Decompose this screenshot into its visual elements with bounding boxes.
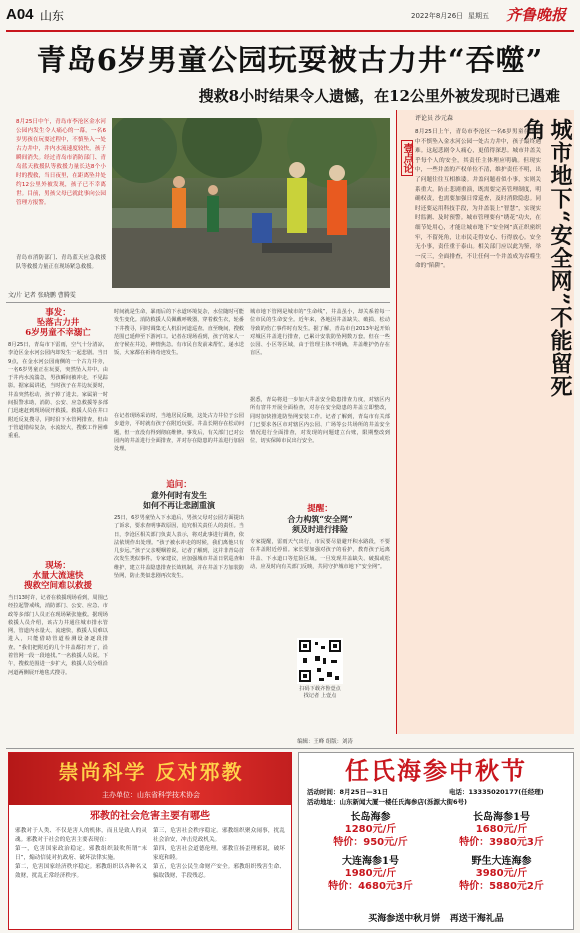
ad-sea-cucumber (298, 752, 574, 930)
banner-sponsor: 主办单位：山东省科学技术协会 (102, 791, 200, 799)
photo-caption: 青岛市消防部门、青岛蓝天应急救援队等救援力量正在现场紧急救援。 (16, 255, 106, 270)
byline-rule (6, 302, 390, 303)
ad-anti-cult (8, 752, 292, 930)
col3-paragraph-1: 城市地下管网是城市的“生命线”，井盖虽小，却关系着每一位市民的生命安全。近年来，各地因井盖缺失、破损、松动导致的伤亡事件时有发生。据了解，青岛市自2013年起开始对城区井盖进行排查，已累计安装防坠网数万套。但在一些公园、小区等区域，由于管理主体不明确，井盖维护仍存在盲区。 (250, 309, 390, 357)
section-name: 山东 (40, 9, 65, 23)
product-price: 3980元/斤 (475, 868, 528, 879)
page-header (6, 4, 574, 28)
col3-paragraph-3: 专家提醒，雷雨天气出行，市民要尽量避开积水路段，不要在井盖附近停留。家长要加强对孩子的看护，教育孩子远离井盖、下水道口等危险区域。一旦发现井盖缺失、破损或松动，应及时向有关部门反映，共同守护城市地下“安全网”。 (250, 539, 390, 570)
page-code: A04 (6, 6, 34, 23)
qr-code-icon[interactable] (297, 638, 343, 684)
ad-title: 任氏海参中秋节 (345, 756, 527, 785)
banner-title: 崇尚科学 反对邪教 (58, 760, 244, 784)
issue-weekday: 星期五 (468, 12, 489, 20)
byline: 文/片 记者 张晓鹏 曹腾雯 (8, 292, 76, 299)
ad-phone: 电话：13335020177(任经理) (449, 788, 544, 796)
commentary-author: 评论员 沙元森 (415, 115, 453, 122)
product-special: 特价：4680元3斤 (328, 881, 413, 892)
qr-caption: 扫码下载齐鲁壹点 找记者 上壹点 (299, 686, 341, 699)
editor-credits: 编辑：王峰 组版：刘涛 (297, 739, 353, 745)
section-heading-scene: 水量大流速快 搜救空间难以救援 (23, 571, 92, 591)
product-item (305, 811, 436, 849)
commentary-text: 8月25日上午，青岛市李沧区一名6岁男童在玩耍中不慎坠入金水河公园一处古力井中，孩子最终遇难。这起悲剧令人痛心，更值得深思。城市井盖关乎每个人的安全，其责任主体理应明确。但现实中，一些井盖的产权单位不清，维护责任不明，出了问题往往互相推诿。井盖问题看似小事，实则关系重大。防止悲剧重演，既需要完善管理制度，明确权责，也需要加强日常巡查，及时消除隐患。同时还要运用科技手段，为井盖装上“智慧”，实现实时监测、及时预警。城市管理要有“绣花”功夫，在细节处用心，才能让城市地下“安全网”真正织密织牢，不留死角，让市民走得安心、行得放心。安全无小事，责任重于泰山。相关部门应以此为鉴，举一反三，全面排查，不让任何一个井盖成为吞噬生命的“陷阱”。 (415, 129, 541, 270)
newspaper-logo: 齐鲁晚报 (506, 6, 567, 24)
headline-subtitle: 搜救8小时结果令人遗憾，在12公里外被发现时已遇难 (198, 87, 560, 105)
product-special: 特价：950元/斤 (333, 837, 408, 848)
headline-title: 青岛6岁男童公园玩耍被古力井“吞噬” (36, 43, 544, 77)
col1-paragraph-1: 8月25日，青岛市下雷雨，空气十分清凉，李沧区金水河公园内却发生一起悲剧。当日9点，在金水河公园南侧的一个古力井旁，一名6岁男童正在玩耍，突然坠入井中。由于井内水流湍急，男孩瞬间被冲走，不见踪影。据家属讲述，当时孩子在井边玩耍时，井盖突然松动，孩子掉了进去。家属第一时间报警求助，消防、公安、应急救援等多部门迅速赶到现场展开救援。救援人员在井口附近反复搜寻，同时沿下水管网排查，但由于管道错综复杂，水流较大，搜救工作困难重重。 (8, 342, 108, 440)
product-name: 长岛海参1号 (473, 812, 530, 823)
product-name: 大连海参1号 (342, 856, 399, 867)
section-kicker-question: 追问： (166, 480, 192, 490)
col1-paragraph-2: 当日13时许，记者在救援现场看到，周围已经拉起警戒线，消防部门、公安、应急、市政等多部门人员正在现场紧张施救。据现场救援人员介绍，该古力井通往城市排水管网，管道内水量大、流速快，救援人员难以进入，只能借助管道检测设备逐段排查。“我们把附近的几个井盖都打开了，沿着管网一段一段地找。”一名救援人员说。下午，搜救范围进一步扩大，救援人员分组沿河道两侧展开地毯式搜寻。 (8, 595, 108, 676)
product-special: 特价：3980元3斤 (459, 837, 544, 848)
section-kicker-scene: 现场： (45, 561, 71, 571)
lead-text: 8月25日中午，青岛市李沧区金水河公园内发生令人痛心的一幕，一名6岁男孩在玩耍过程中，不慎坠入一处古力井中，井内水流速度较快，孩子瞬间消失。经过青岛市消防部门、青岛蓝天救援队等救援力量长达8个小时的搜救，当日夜里，在距离坠井处约12公里外被发现，孩子已不幸离世。目前，男孩父母已就此事向公园管理方报警。 (16, 119, 106, 206)
section-kicker-incident: 事发： (45, 308, 71, 318)
qr-block[interactable] (250, 638, 390, 700)
anti-cult-column-a: 邪教对于人类、不仅是害人的机体，而且是致人的灵魂。邪教对于社会的危害主要表现在： 第一，危害国家政治稳定。邪教组织鼓吹所谓“末日”，煽动信徒对抗政府、破坏法律实施。 第二，危害国家经济秩序稳定。邪教组织以各种名义敛财，扰乱正常经济秩序。 (15, 828, 147, 879)
anti-cult-banner (9, 753, 291, 805)
article-column-3 (250, 308, 390, 734)
product-item (436, 855, 567, 893)
product-item (305, 855, 436, 893)
product-price: 1980元/斤 (344, 868, 397, 879)
product-item (436, 811, 567, 849)
product-special: 特价：5880元2斤 (459, 881, 544, 892)
commentary-side-label: 壹点论 (401, 140, 413, 176)
ad-footer: 买海参送中秋月饼 再送干海礼品 (368, 914, 504, 924)
col2-paragraph-2: 在记者现场采访时，当地居民反映，这处古力井位于公园步道旁，平时就有孩子在附近玩耍。井盖长期存在松动问题，但一直没有得到彻底维修。事发后，有关部门已对公园内的井盖进行全面排查，并对存在隐患的井盖进行加固处理。 (114, 413, 244, 453)
anti-cult-column-b: 第三，危害社会秩序稳定。邪教组织聚众闹事，扰乱社会治安，冲击党政机关。 第四，危害社会道德伦理。邪教宣扬歪理邪说，破坏家庭和睦。 第五，危害公民生命财产安全。邪教组织残害生命、骗取钱财，手段残忍。 (153, 828, 285, 879)
product-price: 1680元/斤 (475, 824, 528, 835)
ads-divider (6, 748, 574, 749)
commentary-panel (396, 110, 574, 734)
rescue-photo (112, 118, 390, 288)
section-kicker-reminder: 提醒： (307, 504, 333, 514)
col2-paragraph-3: 25日，6岁男童坠入下水道后，男孩父母对公园方面提出了诉求，要求查明事故原因，追究相关责任人的责任。当日，李沧区相关部门负责人表示，将对此事进行调查，依法依规作出处理。“孩子被水冲走的时候，我们离他只有几步远。”孩子父亲哽咽着说。记者了解到，这并非青岛首次发生类似事件。专家建议，应加强城市井盖日常巡查和维护，建立井盖隐患排查长效机制，并在井盖下方加装防坠网，防止类似悲剧再次发生。 (114, 515, 244, 580)
section-heading-question: 意外何时有发生 如何不再让悲剧重演 (143, 490, 215, 510)
article-column-1 (8, 308, 108, 734)
section-heading-reminder: 合力构筑“安全网” 须及时进行排险 (287, 514, 353, 534)
product-name: 长岛海参 (350, 812, 391, 823)
article-column-2 (114, 308, 244, 734)
product-grid (299, 807, 573, 893)
commentary-title: 城市地下“安全网”不能留死角 (520, 118, 573, 399)
ad-event-time: 活动时间：8月25日—31日 (307, 788, 389, 796)
lead-box (16, 118, 106, 288)
col3-paragraph-2: 据悉，青岛将进一步加大井盖安全隐患排查力度，对辖区内所有窨井开展全面检查，对存在安全隐患的井盖立即整改，同时加快推进防坠网安装工作。记者了解到，青岛市有关部门已要求各区市对辖区内公园、广场等公共场所的井盖安全情况进行全面排查，对发现的问题建立台账，限期整改到位，切实保障市民出行安全。 (250, 397, 390, 445)
header-rule (6, 30, 574, 32)
product-price: 1280元/斤 (344, 824, 397, 835)
col2-paragraph-1: 时间就是生命，暴雨后的下水道环境复杂，水位随时可能发生变化。消防救援人员佩戴呼吸器，穿着救生衣，轮番下井搜寻，同时调集无人机沿河道巡查。直至晚间，搜救范围已延伸至下游河口。记者在现场看到，孩子的家人一直守候在井边，神情焦急。有市民自发前来帮忙，递水送饭，大家都在祈祷奇迹发生。 (114, 309, 244, 357)
section-heading-incident: 坠落古力井 6岁男童不幸溺亡 (25, 318, 91, 338)
product-name: 野生大连海参 (471, 856, 532, 867)
ad-venue: 活动地址：山东新闻大厦一楼任氏海参店(泺源大街6号) (307, 798, 467, 806)
anti-cult-heading: 邪教的社会危害主要有哪些 (90, 811, 210, 822)
issue-date: 2022年8月26日 (411, 12, 464, 20)
